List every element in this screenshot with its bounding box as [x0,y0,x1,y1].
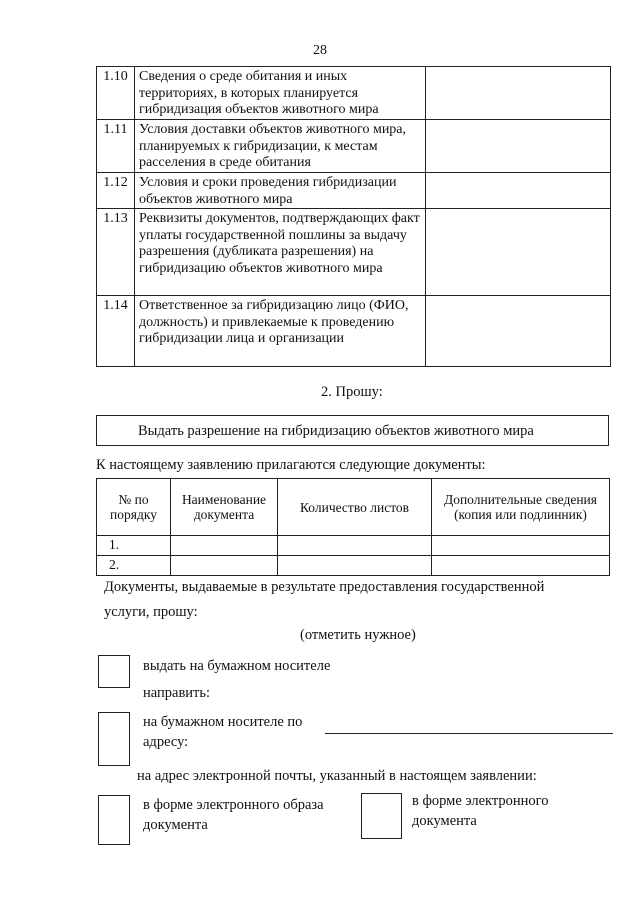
row-label: Условия доставки объектов животного мира, планируемых к гибридизации, к местам расселения в среде обитания [135,120,426,173]
table-row [97,120,611,173]
attached-documents-intro: К настоящему заявлению прилагаются следующие документы: [96,457,486,473]
column-header: Наименование документа [171,479,278,536]
delivery-intro-line-2: услуги, прошу: [104,604,198,620]
delivery-intro-line-1: Документы, выдаваемые в результате предоставления государственной [104,579,545,595]
electronic-document-option-label: в форме электронного документа [412,793,549,829]
extra-info-field[interactable] [432,536,610,556]
email-intro: на адрес электронной почты, указанный в настоящем заявлении: [137,768,537,784]
row-value-field[interactable] [426,120,611,173]
row-number: 1.10 [97,67,135,120]
table-row [97,67,611,120]
request-text: Выдать разрешение на гибридизацию объектов животного мира [138,423,534,439]
electronic-image-option-label: в форме электронного образа документа [143,797,324,833]
column-header: Количество листов [278,479,432,536]
sheet-count-field[interactable] [278,556,432,576]
section-2-heading-text: 2. Прошу: [321,384,383,400]
table-header-row [97,479,610,536]
extra-info-field[interactable] [432,556,610,576]
document-name-field[interactable] [171,556,278,576]
row-number: 1.11 [97,120,135,173]
row-number: 1.13 [97,209,135,296]
send-label: направить: [143,685,211,701]
electronic-document-checkbox[interactable] [361,793,402,839]
row-label: Сведения о среде обитания и иных территориях, в которых планируется гибридизация объектов животного мира [135,67,426,120]
paper-address-checkbox[interactable] [98,712,130,766]
table-row [97,296,611,367]
attached-documents-table [96,478,610,576]
row-value-field[interactable] [426,173,611,209]
row-value-field[interactable] [426,296,611,367]
address-input-line[interactable] [325,733,613,734]
table-row [97,173,611,209]
row-label: Реквизиты документов, подтверждающих факт уплаты государственной пошлины за выдачу разрешения (дубликата разрешения) на гибридизацию объектов животного мира [135,209,426,296]
column-header: Дополнительные сведения (копия или подлинник) [432,479,610,536]
row-value-field[interactable] [426,209,611,296]
sheet-count-field[interactable] [278,536,432,556]
request-box [96,415,609,446]
row-value-field[interactable] [426,67,611,120]
page-number: 28 [313,43,327,58]
row-number: 1.14 [97,296,135,367]
application-details-table [96,66,611,367]
table-row [97,536,610,556]
row-number: 2. [97,556,171,576]
column-header: № по порядку [97,479,171,536]
row-label: Условия и сроки проведения гибридизации объектов животного мира [135,173,426,209]
row-number: 1.12 [97,173,135,209]
document-name-field[interactable] [171,536,278,556]
table-row [97,209,611,296]
paper-checkbox[interactable] [98,655,130,688]
mark-hint: (отметить нужное) [300,627,416,643]
row-label: Ответственное за гибридизацию лицо (ФИО, должность) и привлекаемые к проведению гибридизации лица и организации [135,296,426,367]
row-number: 1. [97,536,171,556]
table-row [97,556,610,576]
paper-option-label: выдать на бумажном носителе [143,658,331,674]
paper-address-option-label: на бумажном носителе по адресу: [143,714,303,750]
electronic-image-checkbox[interactable] [98,795,130,845]
